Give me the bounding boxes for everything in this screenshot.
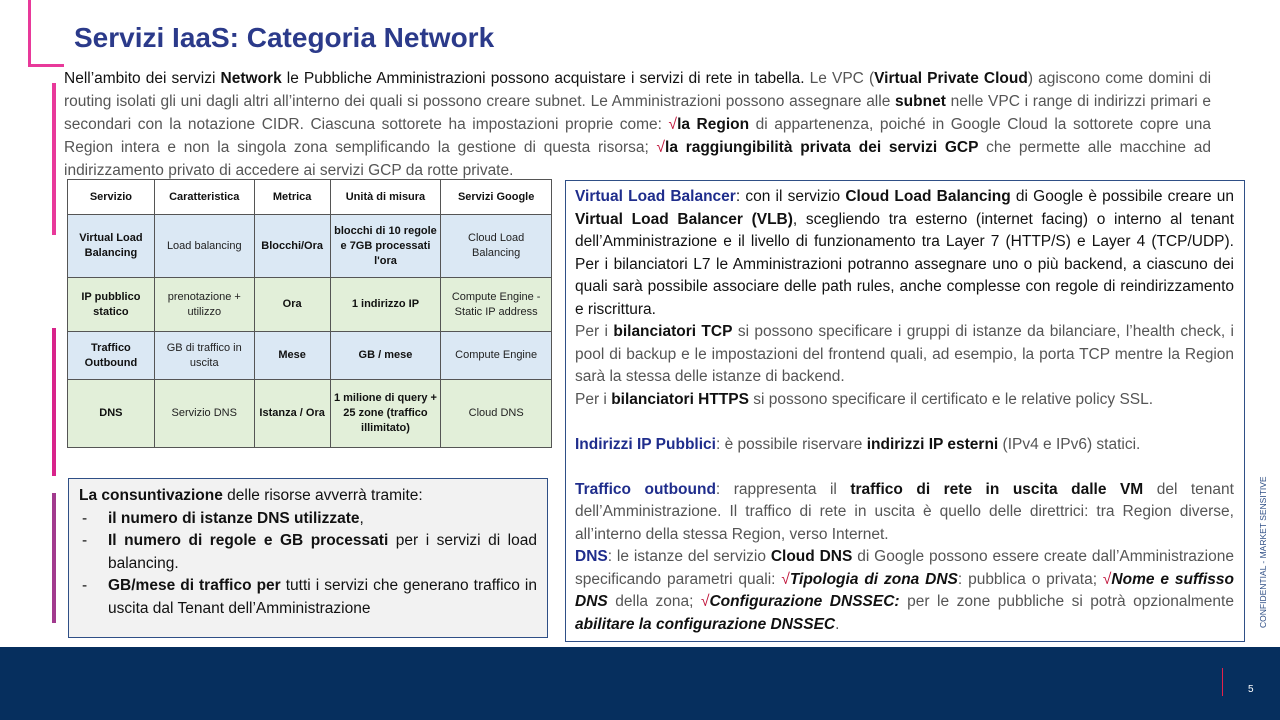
table-cell: 1 milione di query + 25 zone (traffico illimitato) <box>330 380 441 448</box>
table-cell: Compute Engine - Static IP address <box>441 278 552 332</box>
spacer <box>575 411 1234 434</box>
check-icon: √ <box>668 116 678 133</box>
list-item: - Il numero di regole e GB processati per i servizi di load balancing. <box>82 532 537 572</box>
corner-accent-vertical <box>28 0 31 66</box>
table-cell: GB di traffico in uscita <box>154 332 254 380</box>
table-cell: Traffico Outbound <box>68 332 155 380</box>
check-icon: √ <box>656 139 666 156</box>
dns-paragraph: DNS: le istanze del servizio Cloud DNS di Google possono essere create dall’Amministrazione specificando parametri quali: √Tipologia di zona DNS: pubblica o privata; √Nome e suffisso DNS della zona; √Configurazione DNSSEC: per le zone pubbliche si potrà opzionalmente abilitare la configurazione DNSSEC. <box>575 548 1235 633</box>
table-row <box>68 215 552 278</box>
list-item: - GB/mese di traffico per tutti i servizi che generano traffico in uscita dal Tenant dell’Amministrazione <box>82 577 537 617</box>
table-cell: Cloud Load Balancing <box>441 215 552 278</box>
dash-bullet: - <box>82 577 88 594</box>
table-cell: Ora <box>254 278 330 332</box>
intro-paragraph: Nell’ambito dei servizi Network le Pubbliche Amministrazioni possono acquistare i servizi di rete in tabella. Le VPC (Virtual Private Cloud) agiscono come domini di routing isolati gli uni dagli altri all’interno dei quali si possono creare subnet. Le Amministrazioni possono assegnare alle subnet nelle VPC i range di indirizzi primari e secondari con la notazione CIDR. Ciascuna sottorete ha impostazioni proprie come: √la Region di appartenenza, poiché in Google Cloud la sottorete copre una Region intera e non la singola zona semplificando la gestione di questa risorsa; √la raggiungibilità privata dei servizi GCP che permette alle macchine ad indirizzamento privato di accedere ai servizi GCP da rotte private. <box>64 70 1212 179</box>
table-header: Metrica <box>254 180 330 215</box>
table-cell: prenotazione + utilizzo <box>154 278 254 332</box>
tcp-paragraph: Per i bilanciatori TCP si possono specificare i gruppi di istanze da bilanciare, l’health check, i pool di backup e le impostazioni del frontend quali, ad esempio, la porta TCP mentre la Region sarà la stessa delle istanze di backend. <box>575 323 1234 385</box>
table-cell: Blocchi/Ora <box>254 215 330 278</box>
details-box <box>565 180 1245 642</box>
dash-bullet: - <box>82 509 88 527</box>
table-header: Servizi Google <box>441 180 552 215</box>
table-header: Caratteristica <box>154 180 254 215</box>
table-cell: blocchi di 10 regole e 7GB processati l'ora <box>330 215 441 278</box>
traffic-paragraph: Traffico outbound: rappresenta il traffico di rete in uscita dalle VM del tenant dell’Amministrazione. Il traffico di rete in uscita è quello delle direttrici: tra Region diverse, all’interno della stessa Region, verso Internet. <box>575 480 1234 543</box>
table-cell: Servizio DNS <box>154 380 254 448</box>
consumption-list <box>79 508 537 621</box>
check-icon: √ <box>781 570 790 588</box>
table-cell: DNS <box>68 380 155 448</box>
side-accent-bar <box>52 328 56 476</box>
table-row <box>68 278 552 332</box>
table-header-row <box>68 180 552 215</box>
table-cell: Mese <box>254 332 330 380</box>
table-row <box>68 380 552 448</box>
ip-paragraph: Indirizzi IP Pubblici: è possibile riservare indirizzi IP esterni (IPv4 e IPv6) statici. <box>575 435 1141 453</box>
side-accent-bar <box>52 83 56 235</box>
page-number: 5 <box>1248 684 1254 695</box>
table-cell: Load balancing <box>154 215 254 278</box>
table-cell: Virtual Load Balancing <box>68 215 155 278</box>
services-table <box>67 179 552 448</box>
footer-bar <box>0 647 1280 720</box>
table-cell: Compute Engine <box>441 332 552 380</box>
table-cell: 1 indirizzo IP <box>330 278 441 332</box>
page-divider <box>1222 668 1223 696</box>
vlb-paragraph: Virtual Load Balancer: con il servizio Cloud Load Balancing di Google è possibile creare un Virtual Load Balancer (VLB), scegliendo tra esterno (internet facing) o interno al tenant dell’Amministrazione e il livello di funzionamento tra Layer 7 (HTTP/S) e Layer 4 (TCP/UDP). Per i bilanciatori L7 le Amministrazioni potranno assegnare uno o più backend, a ciascuno dei quali sarà possibile associare delle path rules, anche complesse con regole di reindirizzamento e riscrittura. <box>575 188 1235 318</box>
table-cell: IP pubblico statico <box>68 278 155 332</box>
check-icon: √ <box>700 593 710 610</box>
consumption-box <box>68 478 548 638</box>
corner-accent-horizontal <box>28 64 64 67</box>
consumption-lead: La consuntivazione delle risorse avverrà tramite: <box>79 487 423 504</box>
table-cell: Istanza / Ora <box>254 380 330 448</box>
table-row <box>68 332 552 380</box>
table-cell: Cloud DNS <box>441 380 552 448</box>
table-cell: GB / mese <box>330 332 441 380</box>
slide-title: Servizi IaaS: Categoria Network <box>74 22 495 53</box>
dash-bullet: - <box>82 532 88 549</box>
table-header: Servizio <box>68 180 155 215</box>
table-header: Unità di misura <box>330 180 441 215</box>
confidential-label: CONFIDENTIAL - MARKET SENSITIVE <box>1258 476 1268 628</box>
side-accent-bar <box>52 493 56 623</box>
list-item: - il numero di istanze DNS utilizzate, <box>79 508 537 531</box>
spacer <box>575 456 1234 479</box>
check-icon: √ <box>1102 570 1112 588</box>
https-paragraph: Per i bilanciatori HTTPS si possono specificare il certificato e le relative policy SSL. <box>575 390 1154 408</box>
